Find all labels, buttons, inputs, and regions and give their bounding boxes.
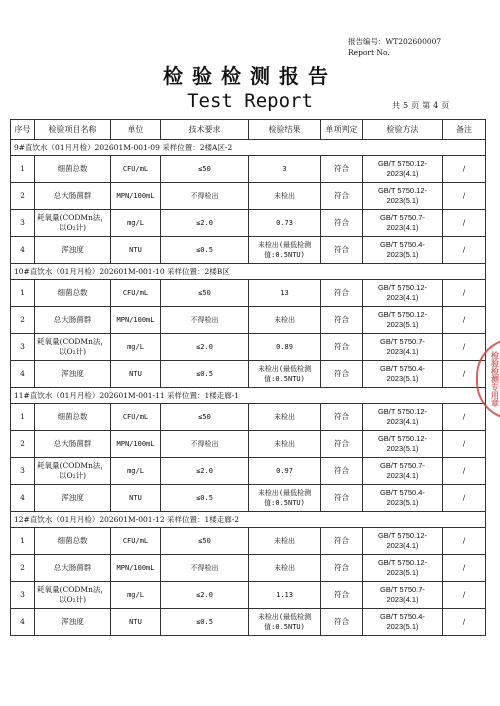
cell-result: 未检出(最低检测值:0.5NTU) [249, 609, 321, 636]
cell-unit: mg/L [111, 458, 161, 485]
cell-method: GB/T 5750.4-2023(5.1) [363, 361, 443, 388]
cell-note: / [443, 609, 486, 636]
cell-result: 1.13 [249, 582, 321, 609]
cell-note: / [443, 307, 486, 334]
cell-judge: 符合 [321, 404, 363, 431]
sample-group-row [11, 388, 486, 404]
cell-judge: 符合 [321, 280, 363, 307]
cell-judge: 符合 [321, 582, 363, 609]
cell-unit: NTU [111, 237, 161, 264]
cell-item: 耗氧量(CODMn法，以O₂计) [35, 334, 111, 361]
cell-item: 浑浊度 [35, 237, 111, 264]
cell-no: 3 [11, 582, 35, 609]
cell-note: / [443, 458, 486, 485]
column-header: 检验项目名称 [35, 120, 111, 140]
page-indicator [392, 100, 452, 111]
cell-req: ≤2.0 [161, 210, 249, 237]
cell-req: ≤50 [161, 280, 249, 307]
cell-no: 1 [11, 528, 35, 555]
cell-method: GB/T 5750.7-2023(4.1) [363, 458, 443, 485]
cell-judge: 符合 [321, 609, 363, 636]
table-row [11, 237, 486, 264]
cell-no: 4 [11, 609, 35, 636]
cell-method: GB/T 5750.7-2023(4.1) [363, 210, 443, 237]
cell-result: 未检出 [249, 555, 321, 582]
table-row [11, 609, 486, 636]
cell-item: 细菌总数 [35, 404, 111, 431]
sample-group-row [11, 512, 486, 528]
cell-req: ≤0.5 [161, 485, 249, 512]
cell-judge: 符合 [321, 210, 363, 237]
sample-group-title: 11#直饮水（01月月检）202601M-001-11 采样位置：1楼走廊-1 [11, 388, 486, 404]
cell-unit: MPN/100mL [111, 555, 161, 582]
cell-no: 4 [11, 237, 35, 264]
column-header: 单项判定 [321, 120, 363, 140]
cell-result: 13 [249, 280, 321, 307]
page-total: 5 [403, 101, 409, 110]
cell-unit: CFU/mL [111, 404, 161, 431]
cell-req: ≤2.0 [161, 334, 249, 361]
results-table [10, 119, 486, 636]
cell-req: ≤2.0 [161, 582, 249, 609]
table-row [11, 183, 486, 210]
cell-note: / [443, 404, 486, 431]
page-current: 4 [433, 101, 439, 110]
cell-no: 2 [11, 307, 35, 334]
cell-judge: 符合 [321, 555, 363, 582]
cell-no: 4 [11, 361, 35, 388]
cell-result: 未检出 [249, 528, 321, 555]
cell-req: ≤0.5 [161, 237, 249, 264]
table-row [11, 582, 486, 609]
cell-req: ≤0.5 [161, 361, 249, 388]
cell-unit: NTU [111, 609, 161, 636]
report-number [348, 36, 441, 58]
cell-item: 总大肠菌群 [35, 431, 111, 458]
page-title-cn: 检验检测报告 [163, 64, 337, 88]
cell-note: / [443, 183, 486, 210]
cell-unit: CFU/mL [111, 156, 161, 183]
cell-unit: MPN/100mL [111, 307, 161, 334]
column-header: 技术要求 [161, 120, 249, 140]
page-current-prefix: 第 [422, 101, 431, 110]
sample-group-title: 10#直饮水（01月月检）202601M-001-10 采样位置：2楼B区 [11, 264, 486, 280]
cell-item: 浑浊度 [35, 609, 111, 636]
table-row [11, 334, 486, 361]
cell-note: / [443, 280, 486, 307]
cell-item: 细菌总数 [35, 280, 111, 307]
cell-no: 1 [11, 156, 35, 183]
column-header: 备注 [443, 120, 486, 140]
cell-judge: 符合 [321, 458, 363, 485]
cell-unit: MPN/100mL [111, 183, 161, 210]
cell-method: GB/T 5750.12-2023(5.1) [363, 431, 443, 458]
cell-no: 3 [11, 210, 35, 237]
column-header: 检验结果 [249, 120, 321, 140]
cell-unit: NTU [111, 485, 161, 512]
table-row [11, 431, 486, 458]
cell-item: 细菌总数 [35, 156, 111, 183]
cell-no: 2 [11, 431, 35, 458]
cell-judge: 符合 [321, 361, 363, 388]
cell-judge: 符合 [321, 307, 363, 334]
cell-no: 2 [11, 555, 35, 582]
cell-result: 0.89 [249, 334, 321, 361]
table-row [11, 458, 486, 485]
cell-result: 未检出 [249, 431, 321, 458]
table-row [11, 528, 486, 555]
table-row [11, 555, 486, 582]
sample-group-row [11, 264, 486, 280]
cell-note: / [443, 361, 486, 388]
report-no-label: 报告编号： [348, 37, 386, 46]
page-title-en: Test Report [187, 90, 313, 112]
cell-judge: 符合 [321, 431, 363, 458]
column-header: 检验方法 [363, 120, 443, 140]
table-row [11, 307, 486, 334]
cell-req: ≤2.0 [161, 458, 249, 485]
page-unit: 页 [441, 101, 450, 110]
cell-no: 3 [11, 458, 35, 485]
cell-method: GB/T 5750.7-2023(4.1) [363, 334, 443, 361]
table-row [11, 404, 486, 431]
cell-note: / [443, 431, 486, 458]
cell-unit: CFU/mL [111, 528, 161, 555]
cell-result: 3 [249, 156, 321, 183]
cell-note: / [443, 485, 486, 512]
cell-judge: 符合 [321, 156, 363, 183]
cell-method: GB/T 5750.12-2023(5.1) [363, 307, 443, 334]
table-row [11, 361, 486, 388]
cell-item: 总大肠菌群 [35, 555, 111, 582]
cell-req: ≤50 [161, 404, 249, 431]
cell-item: 浑浊度 [35, 361, 111, 388]
sample-group-row [11, 140, 486, 156]
cell-req: ≤50 [161, 156, 249, 183]
cell-item: 浑浊度 [35, 485, 111, 512]
cell-result: 未检出 [249, 307, 321, 334]
cell-result: 未检出(最低检测值:0.5NTU) [249, 485, 321, 512]
page-total-prefix: 共 [392, 101, 400, 110]
cell-note: / [443, 210, 486, 237]
cell-method: GB/T 5750.12-2023(5.1) [363, 183, 443, 210]
cell-note: / [443, 334, 486, 361]
table-row [11, 210, 486, 237]
cell-judge: 符合 [321, 334, 363, 361]
table-header-row [11, 120, 486, 140]
cell-judge: 符合 [321, 485, 363, 512]
cell-method: GB/T 5750.4-2023(5.1) [363, 485, 443, 512]
cell-req: ≤0.5 [161, 609, 249, 636]
table-row [11, 156, 486, 183]
cell-method: GB/T 5750.4-2023(5.1) [363, 609, 443, 636]
sample-group-title: 9#直饮水（01月月检）202601M-001-09 采样位置：2楼A区-2 [11, 140, 486, 156]
cell-item: 耗氧量(CODMn法，以O₂计) [35, 582, 111, 609]
cell-req: ≤50 [161, 528, 249, 555]
cell-note: / [443, 156, 486, 183]
cell-method: GB/T 5750.12-2023(4.1) [363, 528, 443, 555]
seal-text: 检验检测专用章 [490, 351, 500, 407]
cell-unit: mg/L [111, 334, 161, 361]
cell-item: 耗氧量(CODMn法，以O₂计) [35, 458, 111, 485]
cell-req: 不得检出 [161, 307, 249, 334]
page-unit: 页 [411, 101, 420, 110]
cell-item: 耗氧量(CODMn法，以O₂计) [35, 210, 111, 237]
cell-item: 总大肠菌群 [35, 183, 111, 210]
cell-req: 不得检出 [161, 555, 249, 582]
cell-result: 0.97 [249, 458, 321, 485]
cell-note: / [443, 555, 486, 582]
cell-unit: mg/L [111, 210, 161, 237]
cell-judge: 符合 [321, 183, 363, 210]
cell-judge: 符合 [321, 528, 363, 555]
cell-result: 未检出 [249, 404, 321, 431]
table-row [11, 280, 486, 307]
report-no-value: WT202600007 [385, 37, 442, 46]
cell-no: 4 [11, 485, 35, 512]
sample-group-title: 12#直饮水（01月月检）202601M-001-12 采样位置：1楼走廊-2 [11, 512, 486, 528]
cell-note: / [443, 237, 486, 264]
cell-req: 不得检出 [161, 431, 249, 458]
column-header: 单位 [111, 120, 161, 140]
cell-method: GB/T 5750.7-2023(4.1) [363, 582, 443, 609]
cell-no: 1 [11, 404, 35, 431]
cell-method: GB/T 5750.12-2023(4.1) [363, 404, 443, 431]
cell-method: GB/T 5750.12-2023(4.1) [363, 156, 443, 183]
cell-unit: NTU [111, 361, 161, 388]
cell-method: GB/T 5750.12-2023(5.1) [363, 555, 443, 582]
cell-method: GB/T 5750.12-2023(4.1) [363, 280, 443, 307]
cell-result: 未检出(最低检测值:0.5NTU) [249, 237, 321, 264]
table-row [11, 485, 486, 512]
cell-no: 3 [11, 334, 35, 361]
cell-unit: MPN/100mL [111, 431, 161, 458]
cell-note: / [443, 528, 486, 555]
cell-unit: mg/L [111, 582, 161, 609]
cell-item: 总大肠菌群 [35, 307, 111, 334]
cell-judge: 符合 [321, 237, 363, 264]
cell-method: GB/T 5750.4-2023(5.1) [363, 237, 443, 264]
cell-no: 1 [11, 280, 35, 307]
cell-unit: CFU/mL [111, 280, 161, 307]
report-no-label-en: Report No. [348, 48, 390, 57]
cell-req: 不得检出 [161, 183, 249, 210]
cell-item: 细菌总数 [35, 528, 111, 555]
cell-note: / [443, 582, 486, 609]
column-header: 序号 [11, 120, 35, 140]
cell-result: 未检出 [249, 183, 321, 210]
cell-no: 2 [11, 183, 35, 210]
cell-result: 0.73 [249, 210, 321, 237]
cell-result: 未检出(最低检测值:0.5NTU) [249, 361, 321, 388]
